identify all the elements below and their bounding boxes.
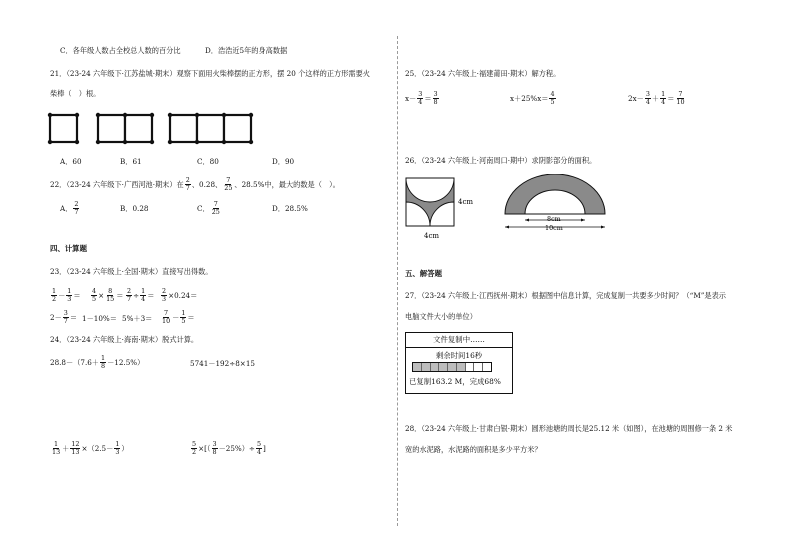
q27-line1: 27．（23-24 六年级上·江西抚州·期末）根据图中信息计算，完成复制一共要多少时间？（“M”是表示 xyxy=(405,291,726,300)
match-head xyxy=(96,113,100,117)
copy-progress-bar xyxy=(412,362,492,372)
copied-status-text: 已复制163.2 M，完成68% xyxy=(409,377,501,386)
q23-item-4: $\frac{2}{3}$ ×0.24＝ xyxy=(162,287,198,303)
q24-title: 24．（23-24 六年级上·海南·期末）脱式计算。 xyxy=(50,335,199,344)
matchstick-squares-figure xyxy=(46,110,256,146)
q23-title: 23．（23-24 六年级上·全国·期末）直接写出得数。 xyxy=(50,267,213,276)
progress-segment xyxy=(474,363,483,371)
q23-item-5: 2－ $\frac{3}{7}$ ＝ xyxy=(50,309,78,325)
q23-item-7: 5%＋3＝ xyxy=(122,314,153,323)
shaded-ring xyxy=(505,174,605,214)
q24-expr-3: $\frac{1}{13}$ ＋ $\frac{12}{13}$ ×（2.5－ $\frac{1}{3}$ ） xyxy=(52,440,129,456)
value: 0.28 xyxy=(199,179,216,189)
match-head xyxy=(123,140,127,144)
q22-option-c: C． $\frac{7}{25}$ xyxy=(197,200,220,216)
match-square xyxy=(98,115,125,142)
q23-item-2: $\frac{4}{5}$ × $\frac{8}{15}$ ＝ xyxy=(92,287,124,303)
q21-option-c: C．80 xyxy=(197,157,219,166)
q25-equation-2: x＋25%x＝ $\frac{4}{5}$ xyxy=(510,90,555,106)
q23-item-3: $\frac{2}{7}$ ÷ $\frac{1}{4}$ ＝ xyxy=(127,287,155,303)
q24-expr-4: $\frac{5}{2}$ ×[（ $\frac{3}{8}$ －25%）÷ $\frac{5}{4}$ ] xyxy=(192,440,266,456)
q21-option-b: B．61 xyxy=(120,157,142,166)
column-divider xyxy=(397,36,398,526)
q22-option-b: B．0.28 xyxy=(120,204,149,213)
q23-item-8: $\frac{7}{10}$ － $\frac{1}{5}$ ＝ xyxy=(162,309,195,325)
prev-option-d: D．浩浩近5年的身高数据 xyxy=(205,46,288,55)
progress-segment xyxy=(457,363,466,371)
match-head xyxy=(150,113,154,117)
q25-equation-1: x－ $\frac{3}{4}$ ＝ $\frac{3}{8}$ xyxy=(405,90,438,106)
copy-dialog xyxy=(405,332,513,394)
match-head xyxy=(195,140,199,144)
inner-diameter-label: 8cm xyxy=(547,215,561,223)
progress-segment xyxy=(439,363,448,371)
bottom-length-label: 4cm xyxy=(424,232,440,240)
match-head xyxy=(96,140,100,144)
section-4-heading: 四、计算题 xyxy=(50,244,87,253)
match-square xyxy=(197,115,224,142)
separator: 、 xyxy=(215,179,223,189)
q26-ring-figure xyxy=(500,174,610,236)
match-head xyxy=(123,113,127,117)
match-head xyxy=(195,113,199,117)
match-head xyxy=(222,140,226,144)
copy-dialog-title: 文件复制中…… xyxy=(406,333,512,348)
q26-title: 26．（23-24 六年级上·河南周口·期中）求阴影部分的面积。 xyxy=(405,156,597,165)
match-head xyxy=(222,113,226,117)
q27-line2: 电脑文件大小的单位） xyxy=(405,312,477,321)
q28-line1: 28．（23-24 六年级上·甘肃白银·期末）圆形池塘的周长是25.12 米（如图），在池塘的周围修一条 2 米 xyxy=(405,424,733,433)
match-head xyxy=(75,140,79,144)
q25-title: 25．（23-24 六年级上·福建莆田·期末）解方程。 xyxy=(405,69,561,78)
q22-option-d: D．28.5% xyxy=(272,204,308,213)
q22-suffix: 、28.5%中，最大的数是（ ）。 xyxy=(234,179,340,189)
progress-segment xyxy=(431,363,440,371)
match-square xyxy=(125,115,152,142)
q26-square-figure xyxy=(400,174,480,242)
q24-expr-2: 5741－192÷8×15 xyxy=(190,359,255,368)
match-head xyxy=(168,113,172,117)
q24-expr-1: 28.8－（7.6＋ $\frac{1}{8}$ －12.5%） xyxy=(50,354,145,370)
q21-option-d: D．90 xyxy=(272,157,295,166)
progress-segment xyxy=(466,363,475,371)
side-length-label: 4cm xyxy=(458,198,474,206)
match-square xyxy=(170,115,197,142)
q28-line2: 宽的水泥路，水泥路的面积是多少平方米？ xyxy=(405,445,542,454)
q22-prefix: 22．（23-24 六年级下·广西河池·期末）在 xyxy=(50,179,184,189)
match-head xyxy=(249,140,253,144)
q22-stem xyxy=(50,177,340,191)
q22-option-a: A． $\frac{2}{7}$ xyxy=(60,200,79,216)
prev-option-c: C．各年级人数占全校总人数的百分比 xyxy=(60,46,181,55)
fraction: $\frac{2}{7}$ xyxy=(185,176,190,192)
section-5-heading: 五、解答题 xyxy=(405,269,442,278)
match-head xyxy=(150,140,154,144)
separator: 、 xyxy=(191,179,200,189)
match-head xyxy=(48,113,52,117)
progress-segment xyxy=(413,363,422,371)
q21-line2: 柴棒（ ）根。 xyxy=(50,89,101,98)
q23-item-1: $\frac{1}{2}$ － $\frac{1}{3}$ ＝ xyxy=(52,287,81,303)
match-head xyxy=(48,140,52,144)
outer-diameter-label: 10cm xyxy=(545,224,563,232)
progress-segment xyxy=(448,363,457,371)
fraction: $\frac{7}{25}$ xyxy=(224,176,233,192)
q21-option-a: A．60 xyxy=(60,157,82,166)
q21-line1: 21．（23-24 六年级下·江苏盐城·期末）观察下面用火柴棒摆的正方形，摆 20 个这样的正方形需要火 xyxy=(50,69,370,78)
match-head xyxy=(168,140,172,144)
q25-equation-3: 2x－ $\frac{3}{4}$ ＋ $\frac{1}{4}$ ＝ $\frac{7}{10}$ xyxy=(628,90,685,106)
match-square xyxy=(224,115,251,142)
match-head xyxy=(75,113,79,117)
match-square xyxy=(50,115,77,142)
remaining-time-text: 剩余时间16秒 xyxy=(435,351,483,360)
match-head xyxy=(249,113,253,117)
progress-segment xyxy=(422,363,431,371)
progress-segment xyxy=(483,363,491,371)
q23-item-6: 1－10%＝ xyxy=(82,314,117,323)
